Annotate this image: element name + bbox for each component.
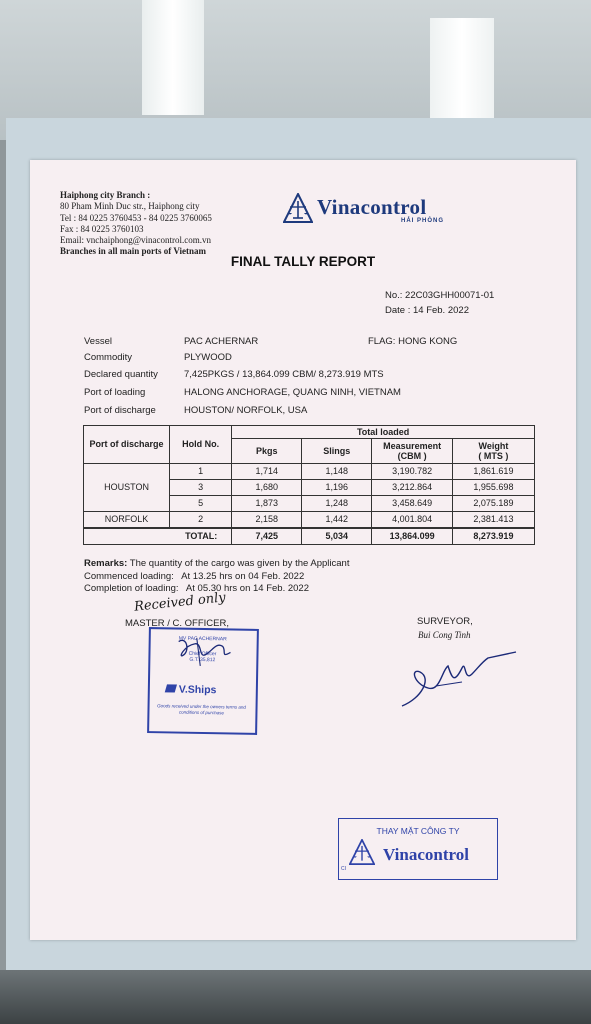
cell-mts: 2,381.413 [452, 511, 534, 528]
report-title: FINAL TALLY REPORT [230, 254, 376, 269]
cell-port: NORFOLK [84, 511, 170, 528]
stamp-company-name: Vinacontrol [383, 845, 469, 864]
vships-stamp [147, 627, 259, 735]
vships-icon [165, 684, 177, 692]
master-signature-label: MASTER / C. OFFICER, [125, 618, 229, 629]
handwritten-received-note: Received only [133, 590, 227, 615]
surveyor-title: SURVEYOR, [417, 616, 473, 627]
cell-pkgs: 1,714 [232, 463, 302, 479]
cell-hold: 1 [170, 463, 232, 479]
table-row [84, 463, 535, 479]
cell-pkgs: 1,680 [232, 479, 302, 495]
field-value: HOUSTON/ NORFOLK, USA [184, 405, 308, 416]
cell-pkgs: 2,158 [232, 511, 302, 528]
stamp-caption: THAY MẶT CÔNG TY [376, 826, 460, 836]
header-hold: Hold No. [170, 426, 232, 464]
header-pkgs: Pkgs [232, 438, 302, 463]
header-measurement-label: Measurement [383, 440, 442, 451]
vships-brand: V.Ships [178, 683, 217, 697]
vships-logo [166, 683, 217, 696]
report-number: No.: 22C03GHH00071-01 [385, 290, 495, 301]
field-value: HALONG ANCHORAGE, QUANG NINH, VIETNAM [184, 387, 401, 398]
cell-slings: 1,148 [302, 463, 372, 479]
header-measurement [372, 438, 453, 463]
cell-hold: 5 [170, 495, 232, 511]
total-label: TOTAL: [84, 528, 232, 545]
cell-hold: 3 [170, 479, 232, 495]
cell-mts: 1,861.619 [452, 463, 534, 479]
stamp-gt: G.T. 35,812 [189, 656, 216, 664]
branch-address: 80 Pham Minh Duc str., Haiphong city [60, 201, 200, 212]
field-label: Vessel [84, 336, 112, 347]
stamp-code: CI [341, 866, 346, 872]
field-label: Commodity [84, 352, 133, 363]
surveyor-name: Bui Cong Tinh [418, 630, 471, 640]
total-pkgs: 7,425 [232, 528, 302, 545]
ceiling-light [430, 18, 494, 118]
branch-network: Branches in all main ports of Vietnam [60, 246, 207, 257]
cell-cbm: 3,190.782 [372, 463, 453, 479]
vinacontrol-stamp [338, 818, 498, 880]
scales-icon [349, 839, 375, 865]
cell-slings: 1,196 [302, 479, 372, 495]
surveyor-signature [392, 648, 522, 712]
field-label: Port of loading [84, 387, 146, 398]
stamp-vessel: MV PAC ACHERNAR [178, 635, 227, 643]
header-measurement-unit: (CBM ) [397, 450, 427, 461]
ceiling-light [142, 0, 204, 115]
cell-slings: 1,442 [302, 511, 372, 528]
tally-table [83, 425, 535, 545]
total-slings: 5,034 [302, 528, 372, 545]
cell-cbm: 4,001.804 [372, 511, 453, 528]
cell-cbm: 3,212.864 [372, 479, 453, 495]
remarks-label: Remarks: [84, 558, 128, 569]
scales-icon [283, 193, 313, 223]
cell-hold: 2 [170, 511, 232, 528]
cell-mts: 1,955.698 [452, 479, 534, 495]
table-header-row [84, 426, 535, 439]
branch-email: Email: vnchaiphong@vinacontrol.com.vn [60, 235, 212, 246]
table-total-row [84, 528, 535, 545]
logo-subtitle: HẢI PHÒNG [401, 218, 445, 224]
field-label: Port of discharge [84, 405, 156, 416]
stamp-note: Goods received under the owners terms and conditions of purchase [157, 703, 246, 716]
header-slings: Slings [302, 438, 372, 463]
header-total-loaded: Total loaded [232, 426, 535, 439]
stamp-role: Chief Officer [188, 650, 217, 657]
logo-wordmark: Vinacontrol [317, 195, 427, 219]
branch-info [60, 190, 212, 258]
desk-edge [0, 970, 591, 1024]
header-port: Port of discharge [84, 426, 170, 464]
remarks-text: The quantity of the cargo was given by the Applicant [129, 558, 350, 569]
vinacontrol-logo [283, 193, 463, 227]
branch-tel: Tel : 84 0225 3760453 - 84 0225 3760065 [60, 212, 212, 223]
cell-mts: 2,075.189 [452, 495, 534, 511]
cell-port: HOUSTON [84, 463, 170, 511]
total-mts: 8,273.919 [452, 528, 534, 545]
field-label: Declared quantity [84, 369, 158, 380]
vessel-flag: FLAG: HONG KONG [368, 336, 458, 347]
report-page [30, 160, 576, 940]
report-date: Date : 14 Feb. 2022 [385, 305, 469, 316]
cell-cbm: 3,458.649 [372, 495, 453, 511]
field-value: PLYWOOD [184, 352, 232, 363]
total-cbm: 13,864.099 [372, 528, 453, 545]
branch-fax: Fax : 84 0225 3760103 [60, 223, 144, 234]
field-value: PAC ACHERNAR [184, 336, 259, 347]
table-row [84, 511, 535, 528]
commenced-loading: Commenced loading: At 13.25 hrs on 04 Feb. 2022 [84, 570, 305, 582]
cell-pkgs: 1,873 [232, 495, 302, 511]
branch-name: Haiphong city Branch : [60, 190, 151, 200]
field-value: 7,425PKGS / 13,864.099 CBM/ 8,273.919 MTS [184, 369, 384, 380]
header-weight [452, 438, 534, 463]
header-weight-label: Weight [478, 440, 509, 451]
officer-signature [150, 631, 257, 673]
cell-slings: 1,248 [302, 495, 372, 511]
completion-loading: Completion of loading: At 05.30 hrs on 14 Feb. 2022 [84, 583, 309, 595]
header-weight-unit: ( MTS ) [478, 450, 509, 461]
